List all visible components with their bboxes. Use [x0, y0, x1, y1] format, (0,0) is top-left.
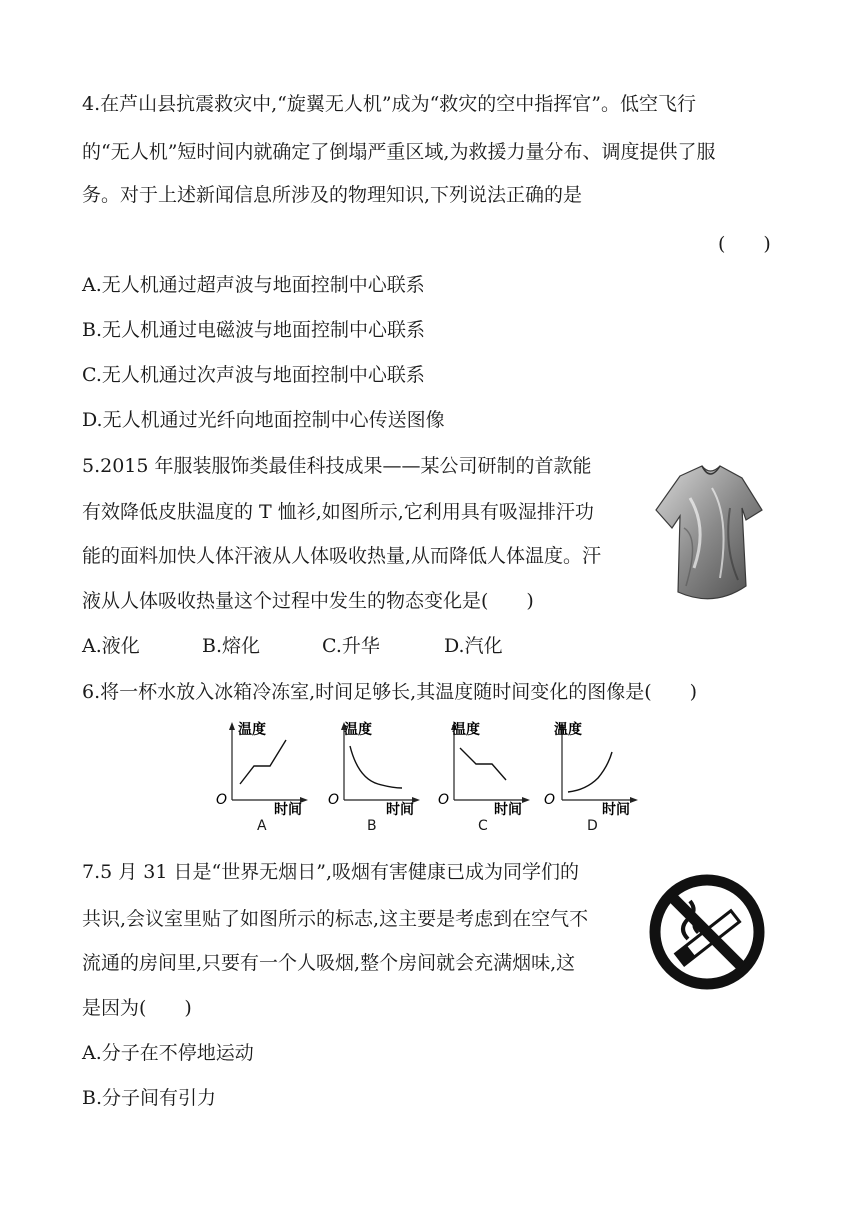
graph-c-caption: C	[478, 818, 488, 834]
graph-c-ylabel: 温度	[452, 722, 480, 738]
q4-line-1: 4.在芦山县抗震救灾中,“旋翼无人机”成为“救灾的空中指挥官”。低空飞行	[82, 93, 697, 115]
graph-d-ylabel: 温度	[554, 722, 582, 738]
graph-d-xlabel: 时间	[602, 802, 630, 818]
q4-option-b: B.无人机通过电磁波与地面控制中心联系	[82, 319, 426, 341]
graph-c-xlabel: 时间	[494, 802, 522, 818]
graph-a	[210, 718, 310, 818]
q7-line-2: 共识,会议室里贴了如图所示的标志,这主要是考虑到在空气不	[82, 908, 589, 930]
no-smoking-icon	[648, 873, 766, 991]
graph-b-curve	[350, 746, 402, 788]
q5-option-a: A.液化	[82, 635, 140, 657]
graph-a-xlabel: 时间	[274, 802, 302, 818]
q7-line-1: 7.5 月 31 日是“世界无烟日”,吸烟有害健康已成为同学们的	[82, 861, 579, 883]
q5-option-c: C.升华	[322, 635, 380, 657]
graph-d-caption: D	[587, 818, 598, 834]
graph-a-caption: A	[257, 818, 267, 834]
q5-line-2: 有效降低皮肤温度的 T 恤衫,如图所示,它利用具有吸湿排汗功	[82, 501, 594, 523]
graph-d-curve	[568, 752, 612, 792]
q7-line-4: 是因为( )	[82, 997, 192, 1019]
q5-line-1: 5.2015 年服装服饰类最佳科技成果——某公司研制的首款能	[82, 455, 592, 477]
q4-line-2: 的“无人机”短时间内就确定了倒塌严重区域,为救援力量分布、调度提供了服	[82, 141, 716, 163]
q7-line-3: 流通的房间里,只要有一个人吸烟,整个房间就会充满烟味,这	[82, 952, 576, 974]
graph-a-ylabel: 温度	[238, 722, 266, 738]
graph-a-curve	[240, 740, 286, 784]
q7-option-b: B.分子间有引力	[82, 1087, 217, 1109]
q7-option-a: A.分子在不停地运动	[82, 1042, 254, 1064]
graph-b-caption: B	[367, 818, 377, 834]
q4-option-d: D.无人机通过光纤向地面控制中心传送图像	[82, 409, 445, 431]
graph-d	[540, 718, 640, 818]
graph-d-origin: O	[544, 792, 556, 808]
graph-c	[432, 718, 532, 818]
graph-c-origin: O	[438, 792, 450, 808]
q5-line-3: 能的面料加快人体汗液从人体吸收热量,从而降低人体温度。汗	[82, 545, 602, 567]
tshirt-image	[650, 458, 770, 610]
graph-b-xlabel: 时间	[386, 802, 414, 818]
q4-option-c: C.无人机通过次声波与地面控制中心联系	[82, 364, 425, 386]
q5-option-b: B.熔化	[202, 635, 261, 657]
q4-answer-bracket: ( )	[718, 233, 771, 255]
graph-b	[322, 718, 422, 818]
q6-stem: 6.将一杯水放入冰箱冷冻室,时间足够长,其温度随时间变化的图像是( )	[82, 681, 698, 703]
graph-c-curve	[460, 748, 506, 780]
q5-line-4: 液从人体吸收热量这个过程中发生的物态变化是( )	[82, 590, 534, 612]
graph-b-origin: O	[328, 792, 340, 808]
graph-b-ylabel: 温度	[344, 722, 372, 738]
q4-line-3: 务。对于上述新闻信息所涉及的物理知识,下列说法正确的是	[82, 184, 583, 206]
q5-option-d: D.汽化	[444, 635, 503, 657]
q4-option-a: A.无人机通过超声波与地面控制中心联系	[82, 274, 425, 296]
graph-a-origin: O	[216, 792, 228, 808]
